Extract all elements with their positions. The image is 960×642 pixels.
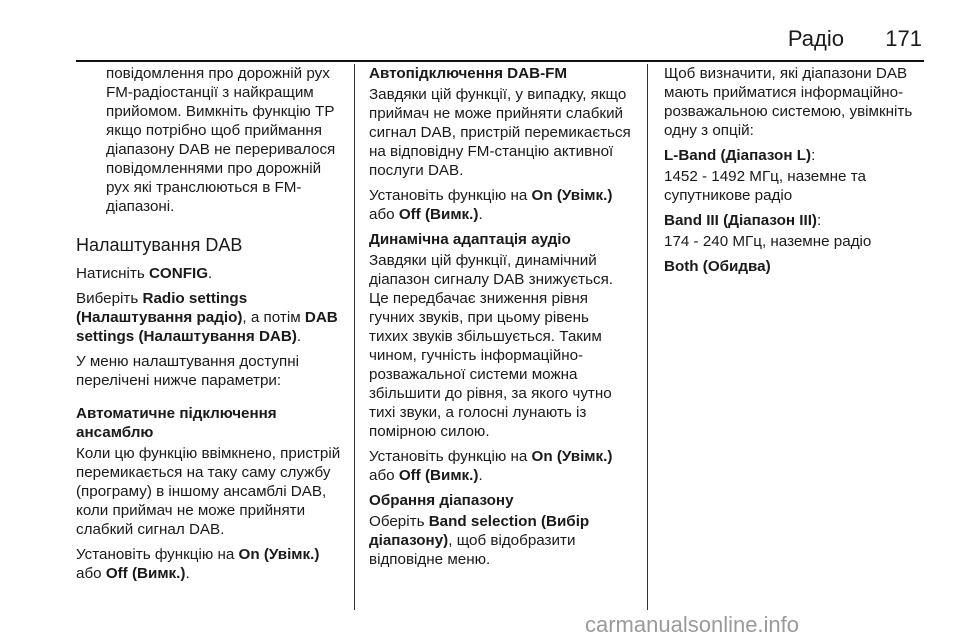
column-3 bbox=[664, 64, 926, 282]
dab-fm-link-setting: Установіть функцію на On (Увімк.) або Off (Вимк.). bbox=[369, 187, 613, 223]
continued-text: повідомлення про дорожній рух FM-радіостанції з найкращим прийомом. Вимкніть функцію ТР якщо потрібно щоб приймання діапазону DAB не переривалося повідомленнями про дорожній рух які транслюються в FM-діапазоні. bbox=[106, 65, 336, 215]
subheading-dab-fm-link: Автопідключення DAB-FM bbox=[369, 65, 568, 82]
column-separator bbox=[354, 64, 355, 610]
menu-intro-text: У меню налаштування доступні перелічені нижче параметри: bbox=[76, 353, 299, 389]
instruction-press-config: Натисніть CONFIG. bbox=[76, 265, 213, 282]
dab-settings-ref: DAB settings (Налаштування DAB) bbox=[76, 309, 338, 345]
option-both: Both (Обидва) bbox=[664, 258, 771, 275]
section-title: Радіо bbox=[787, 26, 844, 51]
auto-ensemble-text: Коли цю функцію ввімкнено, пристрій перемикається на таку саму службу (програму) в іншому ансамблі DAB, коли приймач не може прийняти слабкий сигнал DAB. bbox=[76, 445, 341, 538]
radio-settings-ref: Radio settings (Налаштування радіо) bbox=[76, 290, 248, 326]
dynamic-audio-setting: Установіть функцію на On (Увімк.) або Off (Вимк.). bbox=[369, 448, 613, 484]
auto-ensemble-setting: Установіть функцію на On (Увімк.) або Off (Вимк.). bbox=[76, 546, 320, 582]
instruction-select-settings: Виберіть Radio settings (Налаштування радіо), а потім DAB settings (Налаштування DAB). bbox=[76, 290, 338, 345]
page-number: 171 bbox=[885, 26, 922, 51]
option-band-iii-text: 174 - 240 МГц, наземне радіо bbox=[664, 233, 872, 250]
subheading-dynamic-audio: Динамічна адаптація аудіо bbox=[369, 231, 571, 248]
section-heading-dab-settings: Налаштування DAB bbox=[76, 235, 243, 255]
column-1 bbox=[76, 64, 346, 589]
band-intro-text: Щоб визначити, які діапазони DAB мають прийматися інформаційно-розважальною системою, увімкніть одну з опцій: bbox=[664, 65, 913, 139]
column-separator bbox=[647, 64, 648, 610]
subheading-band-selection: Обрання діапазону bbox=[369, 492, 514, 509]
band-selection-text: Оберіть Band selection (Вибір діапазону), щоб відобразити відповідне меню. bbox=[369, 513, 590, 568]
option-band-iii: Band III (Діапазон III): bbox=[664, 212, 822, 229]
option-l-band-text: 1452 - 1492 МГц, наземне та супутникове радіо bbox=[664, 168, 866, 204]
column-2 bbox=[369, 64, 631, 575]
subheading-auto-ensemble: Автоматичне підключення ансамблю bbox=[76, 405, 277, 441]
option-l-band: L-Band (Діапазон L): bbox=[664, 147, 816, 164]
config-button-ref: CONFIG bbox=[148, 265, 209, 282]
dab-fm-link-text: Завдяки цій функції, у випадку, якщо приймач не може прийняти слабкий сигнал DAB, пристрій перемикається на відповідну FM-станцію активної послуги DAB. bbox=[369, 86, 631, 179]
watermark-footer: carmanualsonline.info bbox=[585, 612, 800, 637]
dynamic-audio-text: Завдяки цій функції, динамічний діапазон сигналу DAB знижується. Це передбачає зниження рівня гучних звуків, при цьому рівень тихих звуків збільшується. Таким чином, гучність інформаційно-розважальної системи можна збільшити до рівня, за якого чутно тихі звуки, а голосні лунають із помірною силою. bbox=[369, 252, 614, 440]
page-header bbox=[76, 0, 924, 62]
